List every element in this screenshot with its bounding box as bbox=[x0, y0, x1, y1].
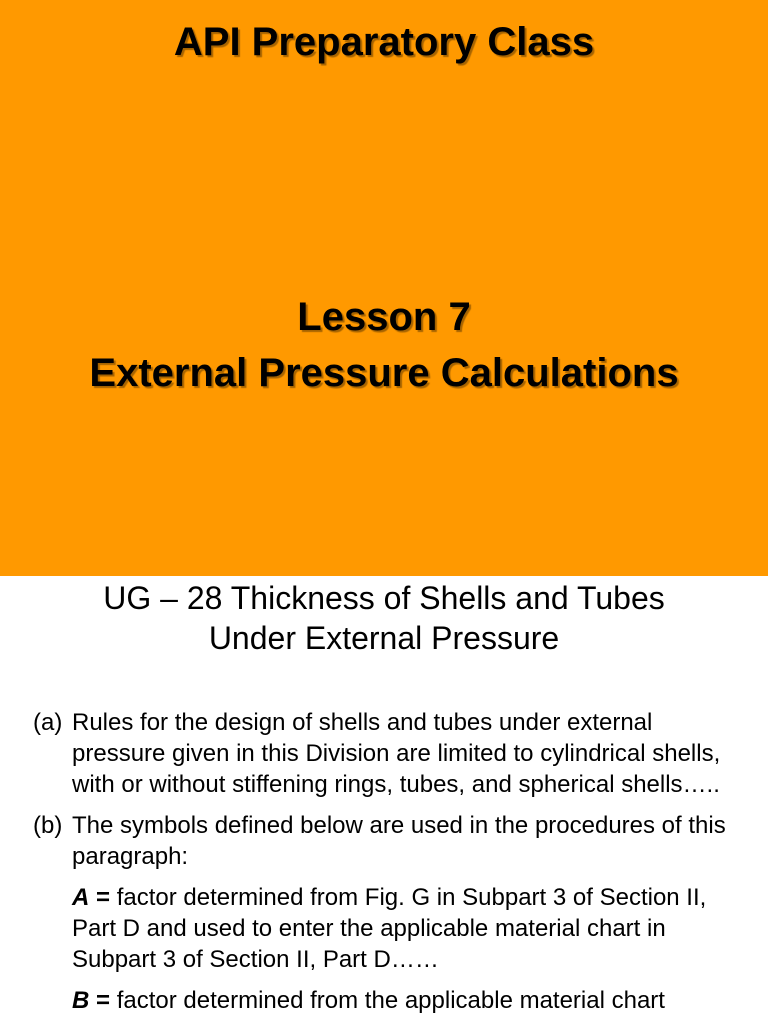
lesson-title: External Pressure Calculations bbox=[89, 351, 679, 395]
lesson-heading bbox=[0, 289, 768, 401]
paragraph-a bbox=[33, 707, 733, 800]
lesson-number: Lesson 7 bbox=[297, 295, 471, 339]
heading-line-1: UG – 28 Thickness of Shells and Tubes bbox=[103, 580, 665, 616]
content-slide bbox=[0, 576, 768, 1024]
course-title: API Preparatory Class bbox=[173, 20, 595, 64]
paragraph-b bbox=[33, 810, 733, 872]
definition-a-text: factor determined from Fig. G in Subpart 3 of Section II, Part D and used to enter the applicable material chart in Subpart 3 of Section II, Part D…… bbox=[72, 884, 707, 973]
definition-a bbox=[33, 882, 733, 975]
slide-heading bbox=[0, 578, 768, 658]
paragraph-a-text: Rules for the design of shells and tubes under external pressure given in this Division are limited to cylindrical shells, with or without stiffening rings, tubes, and spherical shells….. bbox=[72, 709, 721, 798]
definition-a-symbol: A bbox=[72, 884, 90, 911]
definition-b-text: factor determined from the applicable material chart bbox=[110, 987, 665, 1014]
definition-a-equals: = bbox=[89, 884, 111, 911]
paragraph-b-marker: (b) bbox=[33, 812, 63, 839]
definition-b bbox=[33, 985, 733, 1016]
paragraph-a-marker: (a) bbox=[33, 709, 63, 736]
paragraph-b-text: The symbols defined below are used in the procedures of this paragraph: bbox=[72, 812, 726, 870]
heading-line-2: Under External Pressure bbox=[208, 620, 560, 656]
definition-b-equals: = bbox=[89, 987, 111, 1014]
definition-b-symbol: B bbox=[72, 987, 90, 1014]
slide-body bbox=[33, 707, 733, 1024]
